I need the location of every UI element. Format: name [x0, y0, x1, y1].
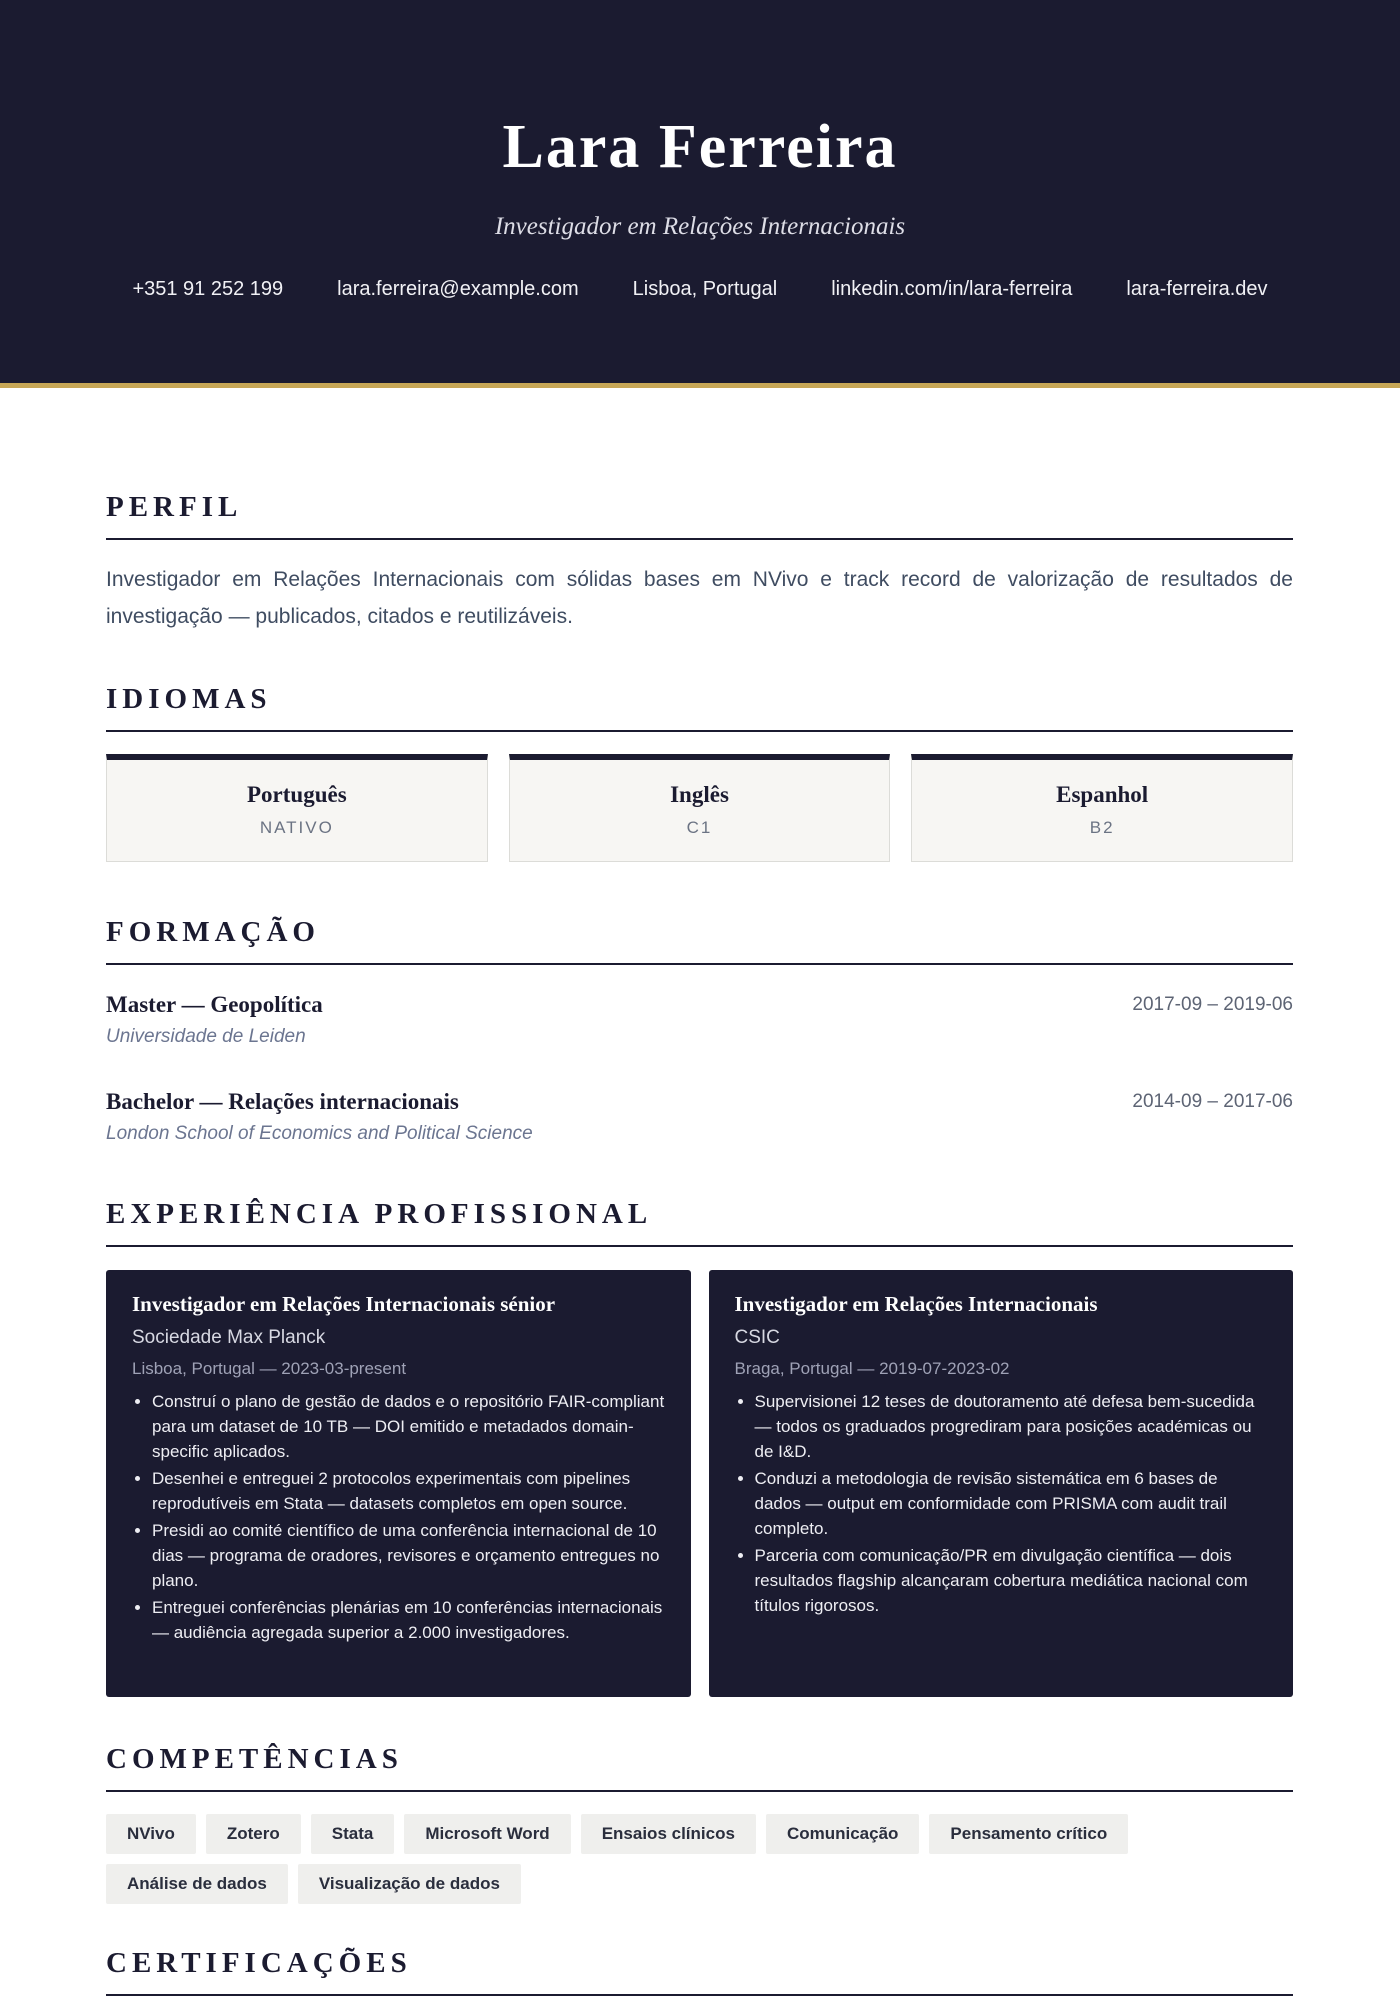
education-school: Universidade de Leiden [106, 1026, 306, 1047]
education-dates: 2017-09 – 2019-06 [1132, 994, 1293, 1015]
language-level: NATIVO [259, 818, 334, 837]
candidate-name: Lara Ferreira [502, 113, 898, 181]
section-title-profile: PERFIL [106, 491, 1293, 540]
skill-tag: Zotero [206, 1814, 301, 1854]
language-level: C1 [686, 818, 713, 837]
contact-list [0, 278, 1400, 301]
experience-list [106, 1270, 1293, 1697]
skill-tag: Comunicação [766, 1814, 919, 1854]
experience-company: CSIC [734, 1327, 780, 1348]
skill-tag: Stata [311, 1814, 395, 1854]
language-list [106, 754, 1293, 862]
contact-email[interactable]: lara.ferreira@example.com [337, 278, 579, 300]
experience-bullet: • Presidi ao comité científico de uma conferência internacional de 10 dias — programa de oradores, revisores e orçamento entregues no plano. [152, 1518, 665, 1593]
experience-bullet: • Construí o plano de gestão de dados e o repositório FAIR-compliant para um dataset de 10 TB — DOI emitido e metadados domain-specific aplicados. [152, 1389, 665, 1464]
experience-bullets [735, 1389, 1268, 1618]
contact-linkedin[interactable]: linkedin.com/in/lara-ferreira [831, 278, 1073, 300]
section-title-skills: COMPETÊNCIAS [106, 1743, 1293, 1792]
education-item [106, 1089, 1293, 1145]
experience-title: Investigador em Relações Internacionais sénior [132, 1292, 556, 1316]
experience-meta: Braga, Portugal — 2019-07-2023-02 [734, 1359, 1010, 1378]
contact-website[interactable]: lara-ferreira.dev [1126, 278, 1268, 300]
experience-bullet: • Parceria com comunicação/PR em divulgação científica — dois resultados flagship alcançaram cobertura mediática nacional com títulos rigorosos. [755, 1543, 1268, 1618]
skill-tag: Visualização de dados [298, 1864, 521, 1904]
language-name: Inglês [670, 782, 729, 807]
skill-tag: Microsoft Word [404, 1814, 570, 1854]
education-degree: Master — Geopolítica [106, 992, 323, 1017]
header [0, 0, 1400, 388]
language-card [106, 754, 488, 862]
skill-tag: Análise de dados [106, 1864, 288, 1904]
experience-bullet: • Conduzi a metodologia de revisão sistemática em 6 bases de dados — output em conformidade com PRISMA com audit trail completo. [755, 1466, 1268, 1541]
section-title-experience: EXPERIÊNCIA PROFISSIONAL [106, 1198, 1293, 1247]
experience-bullet: • Entreguei conferências plenárias em 10 conferências internacionais — audiência agregada superior a 2.000 investigadores. [152, 1595, 665, 1645]
section-title-languages: IDIOMAS [106, 683, 1293, 732]
section-title-education: FORMAÇÃO [106, 916, 1293, 965]
skill-tag: NVivo [106, 1814, 196, 1854]
language-card [911, 754, 1293, 862]
skill-tag: Pensamento crítico [929, 1814, 1128, 1854]
language-card [509, 754, 891, 862]
section-title-certifications: CERTIFICAÇÕES [106, 1947, 1293, 1996]
language-name: Espanhol [1056, 782, 1149, 807]
language-level: B2 [1089, 818, 1115, 837]
education-school: London School of Economics and Political Science [106, 1123, 533, 1144]
experience-card [709, 1270, 1294, 1697]
education-degree: Bachelor — Relações internacionais [106, 1089, 459, 1114]
experience-bullet: • Desenhei e entreguei 2 protocolos experimentais com pipelines reprodutíveis em Stata — datasets completos em open source. [152, 1466, 665, 1516]
language-name: Português [247, 782, 347, 807]
skill-tag: Ensaios clínicos [581, 1814, 756, 1854]
experience-title: Investigador em Relações Internacionais [734, 1292, 1098, 1316]
contact-phone[interactable]: +351 91 252 199 [132, 278, 284, 300]
skill-list [106, 1814, 1293, 1904]
contact-location: Lisboa, Portugal [632, 278, 778, 300]
experience-card [106, 1270, 691, 1697]
candidate-title: Investigador em Relações Internacionais [494, 213, 906, 240]
education-item [106, 992, 1293, 1048]
experience-meta: Lisboa, Portugal — 2023-03-present [132, 1359, 407, 1378]
experience-bullet: • Supervisionei 12 teses de doutoramento até defesa bem-sucedida — todos os graduados progrediram para posições académicas ou de I&D. [755, 1389, 1268, 1464]
experience-bullets [132, 1389, 665, 1645]
experience-company: Sociedade Max Planck [132, 1327, 326, 1348]
education-dates: 2014-09 – 2017-06 [1132, 1091, 1293, 1112]
profile-text: Investigador em Relações Internacionais com sólidas bases em NVivo e track record de valorização de resultados de investigação — publicados, citados e reutilizáveis. [106, 568, 1293, 628]
